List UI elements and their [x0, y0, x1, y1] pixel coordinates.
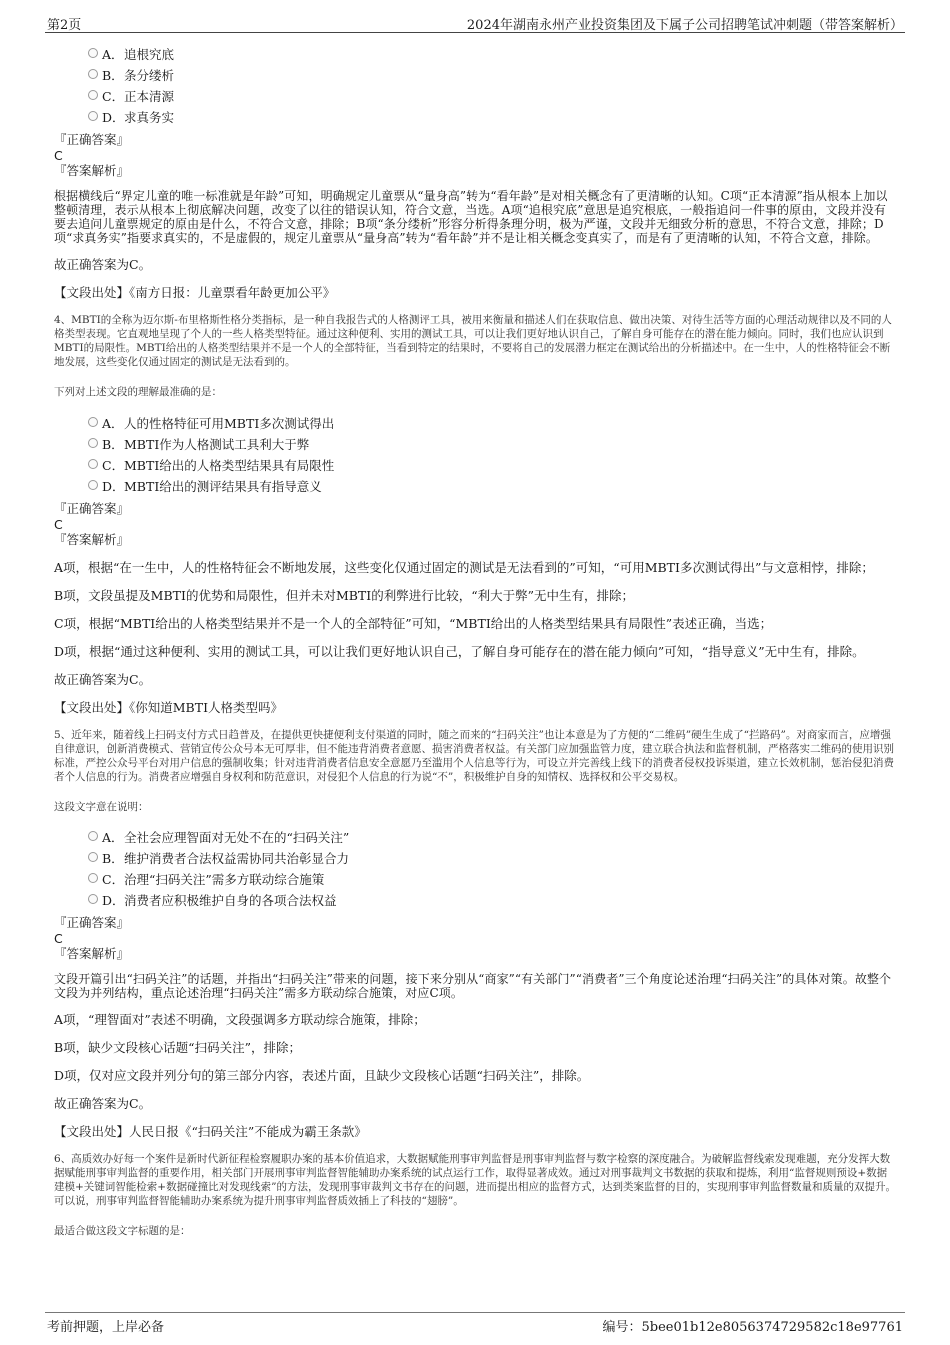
radio-icon[interactable]: [88, 69, 98, 79]
radio-icon[interactable]: [88, 459, 98, 469]
option-item[interactable]: C． 正本清源: [88, 86, 897, 107]
radio-icon[interactable]: [88, 873, 98, 883]
page-number: 第2页: [47, 18, 82, 33]
document-id: 编号：5bee01b12e8056374729582c18e97761: [602, 1320, 903, 1335]
page-content: [54, 44, 897, 1252]
question-stem: 4、MBTI的全称为迈尔斯-布里格斯性格分类指标，是一种自我报告式的人格测评工具，被用来衡量和描述人们在获取信息、做出决策、对待生活等方面的心理活动规律以及不同的人格类型表现。它直观地呈现了个人的一些人格类型特征。通过这种便利、实用的测试工具，可以让我们更好地认识自己，了解自身可能存在的潜在能力倾向。同时，我们也应认识到MBTI的局限性。MBTI给出的人格类型结果并不是一个人的全部特征，当看到特定的结果时，不要将自己的发展潜力框定在测试给出的分析描述中。在一生中，人的性格特征会不断地发展，这些变化仅通过固定的测试是无法看到的。: [54, 314, 892, 368]
option-item[interactable]: D． MBTI给出的测评结果具有指导意义: [88, 476, 897, 497]
q5-options: [54, 827, 897, 911]
page-header: [45, 10, 905, 33]
correct-answer-label: 『正确答案』: [54, 915, 130, 930]
conclusion: 故正确答案为C。: [54, 671, 152, 687]
question-prompt: 这段文字意在说明：: [54, 800, 149, 813]
analysis-line: A项，“理智面对”表述不明确，文段强调多方联动综合施策，排除；: [54, 1012, 426, 1027]
option-item[interactable]: B． 条分缕析: [88, 65, 897, 86]
correct-answer: C: [54, 516, 63, 532]
question-stem: 6、高质效办好每一个案件是新时代新征程检察履职办案的基本价值追求，大数据赋能刑事审判监督是刑事审判监督与数字检察的深度融合。为破解监督线索发现难题，充分发挥大数据赋能刑事审判监督的重要作用，相关部门开展刑事审判监督智能辅助办案系统的试点运行工作，取得显著成效。通过对刑事裁判文书数据的获取和提炼，利用“监督规则预设+数据建模+关键词智能检索+数据碰撞比对发现线索”的方法，发现刑事审裁判文书存在的问题，进而提出相应的监督方式，达到类案监督的目的，实现刑事审判监督数量和质量的双提升。可以说，刑事审判监督智能辅助办案系统为提升刑事审判监督质效插上了科技的“翅膀”。: [54, 1153, 896, 1207]
analysis-line: B项，文段虽提及MBTI的优势和局限性，但并未对MBTI的利弊进行比较，“利大于弊”无中生有，排除；: [54, 587, 634, 603]
radio-icon[interactable]: [88, 111, 98, 121]
radio-icon[interactable]: [88, 438, 98, 448]
conclusion: 故正确答案为C。: [54, 1096, 152, 1111]
analysis-line: B项，缺少文段核心话题“扫码关注”，排除；: [54, 1040, 301, 1055]
correct-answer-label: 『正确答案』: [54, 500, 130, 516]
analysis-line: C项，根据“MBTI给出的人格类型结果并不是一个人的全部特征”可知，“MBTI给出的人格类型结果具有局限性”表述正确，当选；: [54, 615, 773, 631]
question-stem: 5、近年来，随着线上扫码支付方式日趋普及，在提供更快捷便利支付渠道的同时，随之而来的“扫码关注”也让本意是为了方便的“二维码”硬生生成了“拦路码”。对商家而言，应增强自律意识，创新消费模式、营销宣传公众号本无可厚非，但不能违背消费者意愿、损害消费者权益。有关部门应加强监管力度，建立联合执法和监督机制，严格落实二维码的使用识别标准，严控公众号平台对用户信息的强制收集；针对违背消费者信息安全意愿乃至滥用个人信息等行为，可设立并完善线上线下的消费者侵权投诉渠道，建立长效机制，惩治侵犯消费者个人信息的行为。消费者应增强自身权利和防范意识，对侵犯个人信息的行为说“不”，积极维护自身的知情权、选择权和公平交易权。: [54, 728, 894, 783]
radio-icon[interactable]: [88, 852, 98, 862]
option-item[interactable]: A． 全社会应理智面对无处不在的“扫码关注”: [88, 827, 897, 848]
option-item[interactable]: A． 追根究底: [88, 44, 897, 65]
analysis-label: 『答案解析』: [54, 946, 130, 961]
analysis-label: 『答案解析』: [54, 163, 130, 178]
analysis-line: D项，仅对应文段并列分句的第三部分内容，表述片面，且缺少文段核心话题“扫码关注”，排除。: [54, 1068, 590, 1083]
analysis-label: 『答案解析』: [54, 531, 130, 547]
correct-answer: C: [54, 148, 63, 163]
option-item[interactable]: C． 治理“扫码关注”需多方联动综合施策: [88, 869, 897, 890]
q3-options: [54, 44, 897, 128]
option-item[interactable]: D． 消费者应积极维护自身的各项合法权益: [88, 890, 897, 911]
option-item[interactable]: C． MBTI给出的人格类型结果具有局限性: [88, 455, 897, 476]
option-item[interactable]: A． 人的性格特征可用MBTI多次测试得出: [88, 413, 897, 434]
analysis-text: 根据横线后“界定儿童的唯一标准就是年龄”可知，明确规定儿童票从“量身高”转为“看年龄”是对相关概念有了更清晰的认知。C项“正本清源”指从根本上加以整顿清理，表示从根本上彻底解决问题，改变了以往的错误认知，符合文意，当选。A项“追根究底”意思是追究根底，一般指追问一件事的原由，文段并没有要去追问儿童票规定的原由是什么，不符合文意，排除；B项“条分缕析”形容分析得条理分明，极为严谨，文段并无细致分析的意思，不符合文意，排除；D项“求真务实”指要求真实的，不是虚假的，规定儿童票从“量身高”转为“看年龄”并不是让相关概念变真实了，而是有了更清晰的认知，不符合文意，排除。: [54, 189, 888, 245]
option-item[interactable]: B． MBTI作为人格测试工具利大于弊: [88, 434, 897, 455]
radio-icon[interactable]: [88, 417, 98, 427]
analysis-line: D项，根据“通过这种便利、实用的测试工具，可以让我们更好地认识自己，了解自身可能存在的潜在能力倾向”可知，“指导意义”无中生有，排除。: [54, 643, 865, 659]
source: 【文段出处】《南方日报：儿童票看年龄更加公平》: [54, 285, 336, 300]
page-footer: [45, 1312, 905, 1335]
option-item[interactable]: B． 维护消费者合法权益需协同共治彰显合力: [88, 848, 897, 869]
option-item[interactable]: D． 求真务实: [88, 107, 897, 128]
radio-icon[interactable]: [88, 894, 98, 904]
question-prompt: 最适合做这段文字标题的是：: [54, 1225, 191, 1237]
footer-slogan: 考前押题，上岸必备: [47, 1320, 165, 1335]
radio-icon[interactable]: [88, 48, 98, 58]
source: 【文段出处】《你知道MBTI人格类型吗》: [54, 699, 284, 715]
radio-icon[interactable]: [88, 831, 98, 841]
analysis-line: A项，根据“在一生中，人的性格特征会不断地发展，这些变化仅通过固定的测试是无法看到的”可知，“可用MBTI多次测试得出”与文意相悖，排除；: [54, 559, 874, 575]
correct-answer: C: [54, 931, 63, 946]
q4-options: [54, 413, 897, 497]
radio-icon[interactable]: [88, 480, 98, 490]
document-title: 2024年湖南永州产业投资集团及下属子公司招聘笔试冲刺题（带答案解析）: [466, 18, 903, 33]
radio-icon[interactable]: [88, 90, 98, 100]
conclusion: 故正确答案为C。: [54, 257, 152, 272]
analysis-text: 文段开篇引出“扫码关注”的话题，并指出“扫码关注”带来的问题，接下来分别从“商家”“有关部门”“消费者”三个角度论述治理“扫码关注”的具体对策。故整个文段为并列结构，重点论述治理“扫码关注”需多方联动综合施策，对应C项。: [54, 972, 892, 1000]
correct-answer-label: 『正确答案』: [54, 132, 130, 147]
question-prompt: 下列对上述文段的理解最准确的是：: [54, 386, 222, 398]
source: 【文段出处】人民日报《“扫码关注”不能成为霸王条款》: [54, 1124, 367, 1139]
